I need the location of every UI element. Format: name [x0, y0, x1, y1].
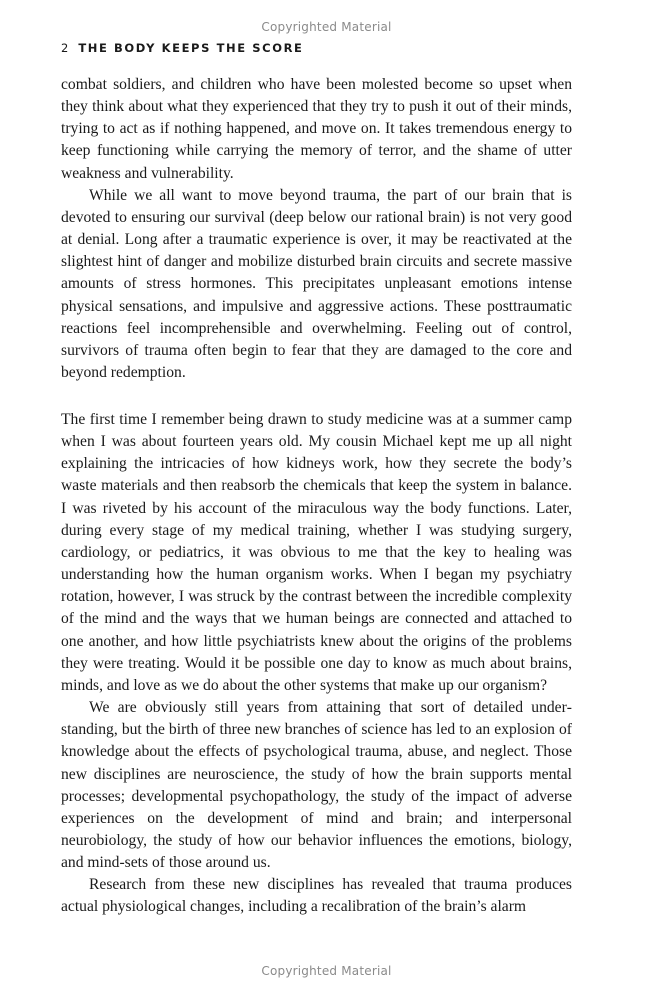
text-section-2: [61, 409, 572, 919]
copyright-watermark-bottom: Copyrighted Material: [261, 964, 392, 978]
paragraph-3: The first time I remember being drawn to study medicine was at a summer camp when I was about fourteen years old. My cousin Michael kept me up all night explaining the intricacies of how kidneys work, how they secrete the body’s waste materials and then reabsorb the chemicals that keep the system in balance. I was riveted by his account of the miraculous way the body functions. Later, during every stage of my medical training, whether I was studying surgery, cardiology, or pediatrics, it was obvious to me that the key to healing was understanding how the human organism works. When I began my psychiatry rotation, however, I was struck by the contrast between the incredible complexity of the mind and the ways that we human beings are connected and attached to one another, and how little psychiatrists knew about the origins of the problems they were treating. Would it be possible one day to know as much about brains, minds, and love as we do about the other systems that make up our organism?: [61, 411, 572, 694]
paragraph-1: combat soldiers, and children who have been molested become so upset when they think about what they experienced that they try to push it out of their minds, trying to act as if nothing happened, and move on. It takes tremendous energy to keep functioning while carrying the memory of terror, and the shame of utter weakness and vulnerability.: [61, 76, 572, 182]
paragraph-2: While we all want to move beyond trauma, the part of our brain that is devoted to ensuring our survival (deep below our rational brain) is not very good at denial. Long after a traumatic experience is over, it may be reactivated at the slightest hint of danger and mobilize disturbed brain circuits and secrete massive amounts of stress hormones. This precipitates unpleasant emotions intense physical sensations, and impulsive and aggressive actions. These posttraumatic reactions feel incomprehensible and overwhelming. Feeling out of control, survivors of trauma often begin to fear that they are damaged to the core and beyond redemption.: [61, 186, 572, 382]
paragraph-5: Research from these new disciplines has revealed that trauma produces actual physiological changes, including a recalibration of the brain’s alarm: [61, 876, 572, 916]
text-section-1: [61, 74, 572, 384]
paragraph-4: We are obviously still years from attaining that sort of detailed understanding, but the birth of three new branches of science has led to an explosion of knowledge about the effects of psychological trauma, abuse, and neglect. Those new disciplines are neuroscience, the study of how the brain supports mental processes; developmental psychopathology, the study of the impact of adverse experiences on the development of mind and brain; and interpersonal neurobiology, the study of how our behavior influences the emotions, biology, and mind-sets of those around us.: [61, 699, 572, 872]
page-number: 2: [61, 41, 69, 55]
book-title: THE BODY KEEPS THE SCORE: [78, 41, 304, 55]
running-header: [61, 41, 304, 55]
copyright-watermark-top: Copyrighted Material: [261, 20, 392, 34]
